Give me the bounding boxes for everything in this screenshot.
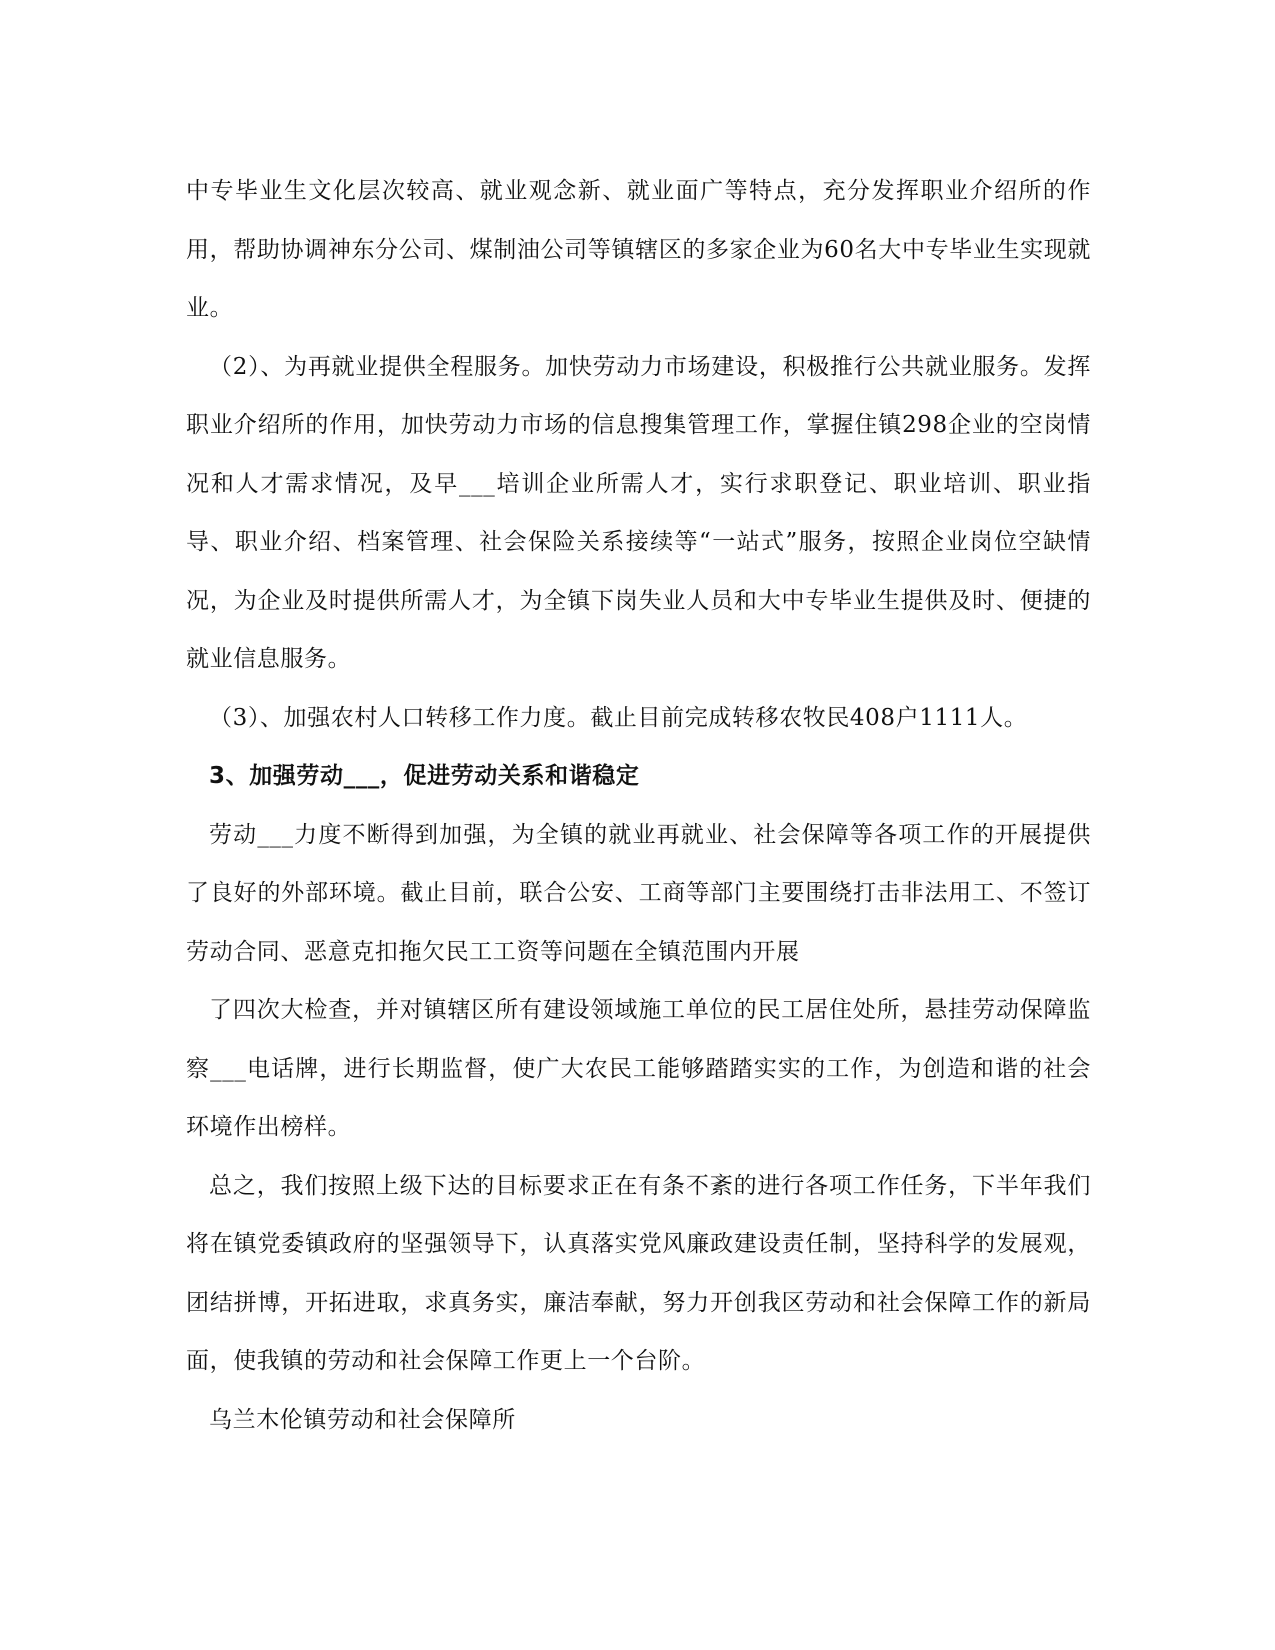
paragraph-rural-transfer: （3）、加强农村人口转移工作力度。截止目前完成转移农牧民408户1111人。	[209, 704, 1028, 731]
document-body	[186, 162, 1091, 1449]
paragraph-labor-enforcement: 劳动___力度不断得到加强，为全镇的就业再就业、社会保障等各项工作的开展提供了良好的外部环境。截止目前，联合公安、工商等部门主要围绕打击非法用工、不签订劳动合同、恶意克扣拖欠民工工资等问题在全镇范围内开展	[186, 821, 1091, 965]
section-heading-labor-relations: 3、加强劳动___，促进劳动关系和谐稳定	[209, 763, 640, 789]
paragraph-inspections: 了四次大检查，并对镇辖区所有建设领域施工单位的民工居住处所，悬挂劳动保障监察___电话牌，进行长期监督，使广大农民工能够踏踏实实的工作，为创造和谐的社会环境作出榜样。	[186, 997, 1091, 1140]
paragraph-conclusion: 总之，我们按照上级下达的目标要求正在有条不紊的进行各项工作任务，下半年我们将在镇党委镇政府的坚强领导下，认真落实党风廉政建设责任制，坚持科学的发展观，团结拼博，开拓进取，求真务实，廉洁奉献，努力开创我区劳动和社会保障工作的新局面，使我镇的劳动和社会保障工作更上一个台阶。	[186, 1172, 1091, 1374]
paragraph-reemployment-service: （2）、为再就业提供全程服务。加快劳动力市场建设，积极推行公共就业服务。发挥职业介绍所的作用，加快劳动力市场的信息搜集管理工作，掌握住镇298企业的空岗情况和人才需求情况，及早___培训企业所需人才，实行求职登记、职业培训、职业指导、职业介绍、档案管理、社会保险关系接续等“一站式”服务，按照企业岗位空缺情况，为企业及时提供所需人才，为全镇下岗失业人员和大中专毕业生提供及时、便捷的就业信息服务。	[186, 353, 1091, 672]
paragraph-employment-graduates: 中专毕业生文化层次较高、就业观念新、就业面广等特点，充分发挥职业介绍所的作用，帮助协调神东分公司、煤制油公司等镇辖区的多家企业为60名大中专毕业生实现就业。	[186, 178, 1091, 321]
signature-organization: 乌兰木伦镇劳动和社会保障所	[209, 1406, 516, 1433]
